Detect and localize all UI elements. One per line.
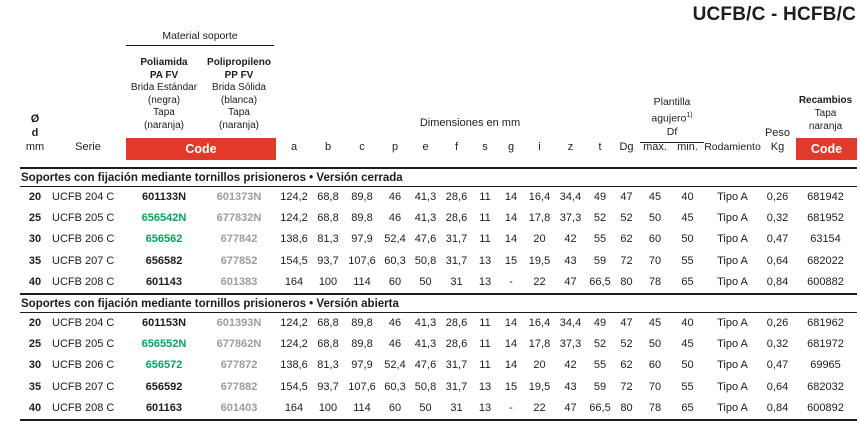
cell-dim: 66,5 (589, 275, 611, 288)
cell-dim: 50 (681, 233, 694, 246)
cell-dim: 13 (478, 275, 492, 288)
cell-code-polipropileno: 677842 (220, 233, 258, 246)
cell-dim: 50 (681, 359, 694, 372)
cell-dim: 41,3 (414, 212, 437, 225)
cell-recambio-code: 681952 (807, 212, 844, 225)
cell-dim: 16,4 (528, 191, 551, 203)
cell-diameter: 25 (28, 338, 42, 351)
cell-diameter: 30 (28, 233, 42, 246)
cell-dim: 42 (564, 233, 577, 246)
material-name: Polipropileno (207, 57, 271, 68)
cell-dim: 31,7 (445, 233, 468, 246)
cell-dim: 89,8 (351, 338, 373, 351)
cell-dim: 164 (284, 275, 304, 288)
cell-peso: 0,47 (766, 359, 789, 372)
cell-dim: 47 (564, 401, 577, 414)
cell-code-polipropileno: 601383 (220, 275, 258, 288)
footnote-ref: 1) (686, 112, 693, 119)
cell-code-poliamida: 656542N (141, 212, 187, 225)
cell-code-polipropileno: 601403 (220, 401, 258, 414)
cell-rodamiento: Tipo A (717, 191, 748, 203)
cell-dim: 15 (504, 380, 518, 393)
cell-dim: 52 (620, 338, 633, 351)
cell-dim: 31 (450, 401, 463, 414)
cell-dim: 107,6 (348, 380, 376, 393)
cell-dim: 46 (388, 338, 402, 351)
material-name: Poliamida (140, 57, 188, 68)
cell-dim: 28,6 (445, 212, 468, 225)
material-detail: (negra) (147, 94, 181, 106)
table-row (20, 334, 857, 355)
cell-dim: 60,3 (384, 380, 406, 393)
cell-dim: 28,6 (445, 191, 468, 203)
cell-dim: 68,8 (317, 316, 339, 329)
cell-dim: 46 (388, 191, 402, 203)
cell-peso: 0,64 (766, 380, 789, 393)
cell-dim: 59 (593, 254, 607, 267)
table-row (20, 187, 857, 208)
cell-dim: 72 (620, 380, 633, 393)
cell-code-polipropileno: 677832N (216, 212, 262, 225)
cell-dim: 28,6 (445, 338, 468, 351)
cell-peso: 0,26 (766, 316, 789, 329)
cell-dim: 55 (681, 380, 694, 393)
cell-dim: 62 (620, 233, 633, 246)
cell-peso: 0,47 (766, 233, 789, 246)
cell-diameter: 25 (28, 212, 42, 225)
material-column-poliamida (126, 57, 202, 132)
cell-dim: 60 (648, 359, 662, 372)
cell-dim: 68,8 (317, 338, 339, 351)
cell-diameter: 30 (28, 359, 42, 372)
cell-dim: 114 (353, 275, 371, 288)
cell-dim: 20 (533, 233, 546, 246)
cell-dim: 11 (479, 338, 491, 351)
cell-dim: 46 (388, 212, 402, 225)
cell-code-polipropileno: 677872 (220, 359, 258, 372)
cell-peso: 0,84 (766, 275, 789, 288)
cell-dim: 45 (648, 316, 662, 329)
cell-code-poliamida: 656562 (145, 233, 183, 246)
cell-code-poliamida: 601153N (141, 316, 187, 329)
cell-dim: 80 (620, 275, 633, 288)
cell-dim: 45 (681, 212, 694, 225)
cell-dim: 11 (479, 191, 491, 203)
cell-dim: 52,4 (384, 359, 406, 372)
cell-recambio-code: 682032 (807, 380, 844, 393)
cell-dim: 19,5 (528, 380, 551, 393)
cell-dim: 50 (648, 212, 662, 225)
cell-dim: 14 (504, 233, 518, 246)
cell-dim: 20 (533, 359, 546, 372)
material-column-polipropileno (202, 57, 276, 132)
cell-dim: 41,3 (414, 191, 437, 203)
cell-dim: 81,3 (317, 359, 339, 372)
cell-dim: 124,2 (280, 212, 308, 225)
cell-diameter: 40 (28, 401, 42, 414)
cell-dim: 50 (648, 338, 662, 351)
column-header-f: f (454, 141, 459, 153)
cell-dim: 41,3 (414, 338, 437, 351)
cell-dim: 15 (504, 254, 518, 267)
plantilla-agujero-header: Plantilla agujero$^{1)}$ Df (640, 96, 704, 143)
material-detail: Brida Sólida (212, 82, 266, 93)
cell-dim: 34,4 (559, 191, 582, 203)
cell-dim: 16,4 (528, 316, 551, 329)
material-grade: PP FV (224, 69, 254, 81)
column-header-kg: Kg (770, 141, 785, 153)
material-detail: (naranja) (218, 119, 260, 131)
cell-dim: 78 (648, 401, 662, 414)
cell-dim: 62 (620, 359, 633, 372)
cell-serie: UCFB 207 C (52, 254, 115, 267)
cell-dim: 52 (593, 338, 607, 351)
cell-rodamiento: Tipo A (717, 275, 748, 288)
cell-rodamiento: Tipo A (717, 212, 748, 225)
cell-dim: 138,6 (280, 359, 308, 372)
cell-recambio-code: 600882 (807, 275, 844, 288)
cell-dim: 11 (479, 233, 491, 246)
cell-recambio-code: 63154 (810, 233, 841, 246)
cell-serie: UCFB 204 C (52, 191, 115, 203)
column-header-s: s (482, 141, 488, 153)
cell-dim: 49 (593, 316, 607, 329)
cell-dim: 93,7 (317, 254, 339, 267)
material-group-header (126, 30, 274, 46)
cell-code-polipropileno: 601373N (216, 191, 262, 203)
cell-dim: 31 (450, 275, 463, 288)
cell-dim: 46 (388, 316, 402, 329)
cell-serie: UCFB 207 C (52, 380, 115, 393)
cell-code-polipropileno: 677862N (216, 338, 262, 351)
cell-dim: - (509, 275, 513, 288)
column-header-t: t (598, 141, 602, 153)
cell-dim: 50 (419, 275, 432, 288)
cell-dim: 100 (318, 275, 338, 288)
cell-rodamiento: Tipo A (717, 316, 748, 329)
cell-dim: 55 (593, 359, 607, 372)
column-header-rodamiento: Rodamiento (704, 141, 761, 153)
cell-dim: 45 (681, 338, 694, 351)
table-row (20, 313, 857, 334)
cell-dim: 65 (681, 275, 694, 288)
cell-dim: 50 (419, 401, 432, 414)
material-code-header: Code (126, 138, 276, 160)
section-1 (20, 293, 857, 419)
column-header-g: g (507, 141, 515, 153)
cell-dim: 78 (648, 275, 662, 288)
material-grade: PA FV (149, 69, 179, 81)
cell-dim: 66,5 (589, 401, 611, 414)
cell-serie: UCFB 204 C (52, 316, 115, 329)
cell-dim: 14 (504, 338, 518, 351)
cell-dim: 107,6 (348, 254, 376, 267)
cell-rodamiento: Tipo A (717, 401, 748, 414)
cell-dim: 97,9 (351, 359, 373, 372)
cell-dim: 114 (353, 401, 371, 414)
cell-dim: 11 (479, 359, 491, 372)
table-row (20, 208, 857, 229)
table-row (20, 377, 857, 398)
cell-dim: 47,6 (414, 233, 437, 246)
cell-dim: 70 (648, 380, 662, 393)
cell-recambio-code: 681962 (807, 316, 844, 329)
cell-dim: 34,4 (559, 316, 582, 329)
cell-peso: 0,64 (766, 254, 789, 267)
cell-dim: 47,6 (414, 359, 437, 372)
cell-dim: 31,7 (445, 380, 468, 393)
cell-code-poliamida: 601143 (145, 275, 183, 288)
material-detail: Brida Estándar (130, 82, 198, 93)
cell-serie: UCFB 205 C (52, 212, 115, 225)
column-header-b: b (324, 141, 332, 153)
recambios-column-header: Recambios Tapa naranja (798, 95, 853, 132)
material-detail: Tapa (228, 107, 250, 118)
cell-recambio-code: 682022 (807, 254, 844, 267)
cell-peso: 0,32 (766, 212, 789, 225)
table-row (20, 251, 857, 272)
cell-dim: - (509, 401, 513, 414)
cell-dim: 81,3 (317, 233, 339, 246)
cell-dim: 43 (564, 380, 577, 393)
cell-dim: 124,2 (280, 191, 308, 203)
cell-code-polipropileno: 677852 (220, 254, 258, 267)
page-title: UCFB/C - HCFB/C (692, 4, 856, 25)
cell-dim: 164 (284, 401, 304, 414)
cell-dim: 89,8 (351, 316, 373, 329)
column-header-max: max. (643, 141, 667, 153)
cell-dim: 31,7 (445, 254, 468, 267)
table-row (20, 272, 857, 293)
cell-dim: 37,3 (559, 338, 582, 351)
cell-dim: 31,7 (445, 359, 468, 372)
cell-code-poliamida: 656592 (145, 380, 183, 393)
cell-peso: 0,26 (766, 191, 789, 203)
cell-dim: 68,8 (317, 191, 339, 203)
section-0 (20, 167, 857, 293)
cell-dim: 60 (388, 401, 402, 414)
cell-dim: 60 (388, 275, 402, 288)
column-header-e: e (422, 141, 429, 153)
cell-code-poliamida: 656552N (141, 338, 187, 351)
table-header (0, 0, 860, 167)
cell-dim: 13 (478, 401, 492, 414)
cell-rodamiento: Tipo A (717, 338, 748, 351)
cell-dim: 47 (620, 316, 633, 329)
cell-diameter: 35 (28, 380, 42, 393)
cell-dim: 14 (504, 316, 518, 329)
cell-diameter: 35 (28, 254, 42, 267)
peso-column-header: Peso (764, 127, 791, 139)
cell-dim: 65 (681, 401, 694, 414)
cell-dim: 80 (620, 401, 633, 414)
cell-dim: 40 (681, 316, 694, 329)
cell-dim: 47 (620, 191, 633, 203)
cell-dim: 43 (564, 254, 577, 267)
cell-recambio-code: 69965 (810, 359, 841, 372)
cell-dim: 50,8 (414, 380, 437, 393)
cell-dim: 124,2 (280, 316, 308, 329)
cell-dim: 154,5 (280, 254, 308, 267)
cell-serie: UCFB 208 C (52, 401, 115, 414)
cell-recambio-code: 600892 (807, 401, 844, 414)
cell-dim: 45 (648, 191, 662, 203)
cell-dim: 59 (593, 380, 607, 393)
cell-dim: 22 (533, 275, 546, 288)
table-row (20, 355, 857, 376)
cell-dim: 55 (593, 233, 607, 246)
cell-dim: 14 (504, 359, 518, 372)
cell-recambio-code: 681972 (807, 338, 844, 351)
cell-diameter: 20 (28, 191, 42, 203)
dimensions-group-header: Dimensiones en mm (419, 117, 521, 129)
table-row (20, 398, 857, 419)
column-header-i: i (538, 141, 541, 153)
column-header-a: a (290, 141, 298, 153)
cell-dim: 68,8 (317, 212, 339, 225)
cell-dim: 50,8 (414, 254, 437, 267)
section-title: Soportes con fijación mediante tornillos prisioneros • Versión cerrada (20, 169, 857, 187)
cell-dim: 37,3 (559, 212, 582, 225)
diameter-column-header: Ø d mm (25, 113, 45, 153)
cell-rodamiento: Tipo A (717, 359, 748, 372)
cell-dim: 55 (681, 254, 694, 267)
material-detail: (blanca) (220, 94, 258, 106)
cell-dim: 17,8 (528, 338, 551, 351)
cell-dim: 124,2 (280, 338, 308, 351)
cell-dim: 47 (564, 275, 577, 288)
serie-column-header: Serie (75, 141, 101, 153)
cell-dim: 52 (620, 212, 633, 225)
column-header-p: p (391, 141, 399, 153)
cell-dim: 70 (648, 254, 662, 267)
column-header-z: z (567, 141, 574, 153)
cell-dim: 13 (478, 380, 492, 393)
cell-rodamiento: Tipo A (717, 233, 748, 246)
table-row (20, 229, 857, 250)
cell-dim: 42 (564, 359, 577, 372)
cell-serie: UCFB 206 C (52, 359, 115, 372)
cell-dim: 60,3 (384, 254, 406, 267)
cell-code-polipropileno: 601393N (216, 316, 262, 329)
cell-dim: 13 (478, 254, 492, 267)
section-title: Soportes con fijación mediante tornillos prisioneros • Versión abierta (20, 295, 857, 313)
cell-rodamiento: Tipo A (717, 380, 748, 393)
column-header-c: c (359, 141, 365, 153)
cell-dim: 11 (479, 212, 491, 225)
cell-dim: 14 (504, 191, 518, 203)
recambios-code-header: Code (796, 138, 857, 160)
material-detail: (naranja) (143, 119, 185, 131)
cell-dim: 138,6 (280, 233, 308, 246)
cell-dim: 14 (504, 212, 518, 225)
cell-dim: 28,6 (445, 316, 468, 329)
cell-peso: 0,32 (766, 338, 789, 351)
cell-dim: 19,5 (528, 254, 551, 267)
cell-dim: 97,9 (351, 233, 373, 246)
material-group-label: Material soporte (162, 30, 238, 42)
material-detail: Tapa (153, 107, 175, 118)
cell-dim: 52 (593, 212, 607, 225)
cell-dim: 89,8 (351, 191, 373, 203)
column-letters-row (0, 140, 860, 154)
cell-dim: 40 (681, 191, 694, 203)
cell-code-poliamida: 656572 (145, 359, 183, 372)
cell-rodamiento: Tipo A (717, 254, 748, 267)
cell-code-poliamida: 601163 (145, 401, 183, 414)
cell-dim: 93,7 (317, 380, 339, 393)
cell-serie: UCFB 206 C (52, 233, 115, 246)
cell-dim: 11 (479, 316, 491, 329)
cell-dim: 100 (318, 401, 338, 414)
cell-serie: UCFB 208 C (52, 275, 115, 288)
cell-code-polipropileno: 677882 (220, 380, 258, 393)
cell-dim: 154,5 (280, 380, 308, 393)
cell-diameter: 40 (28, 275, 42, 288)
cell-recambio-code: 681942 (807, 191, 844, 203)
cell-peso: 0,84 (766, 401, 789, 414)
cell-dim: 49 (593, 191, 607, 203)
cell-dim: 89,8 (351, 212, 373, 225)
cell-diameter: 20 (28, 316, 42, 329)
cell-dim: 41,3 (414, 316, 437, 329)
cell-serie: UCFB 205 C (52, 338, 115, 351)
cell-dim: 52,4 (384, 233, 406, 246)
cell-dim: 17,8 (528, 212, 551, 225)
cell-code-poliamida: 601133N (141, 191, 187, 203)
column-header-dg: Dg (619, 141, 634, 153)
cell-dim: 72 (620, 254, 633, 267)
cell-code-poliamida: 656582 (145, 254, 183, 267)
cell-dim: 22 (533, 401, 546, 414)
column-header-min: min. (677, 141, 698, 153)
cell-dim: 60 (648, 233, 662, 246)
sections (20, 167, 857, 421)
